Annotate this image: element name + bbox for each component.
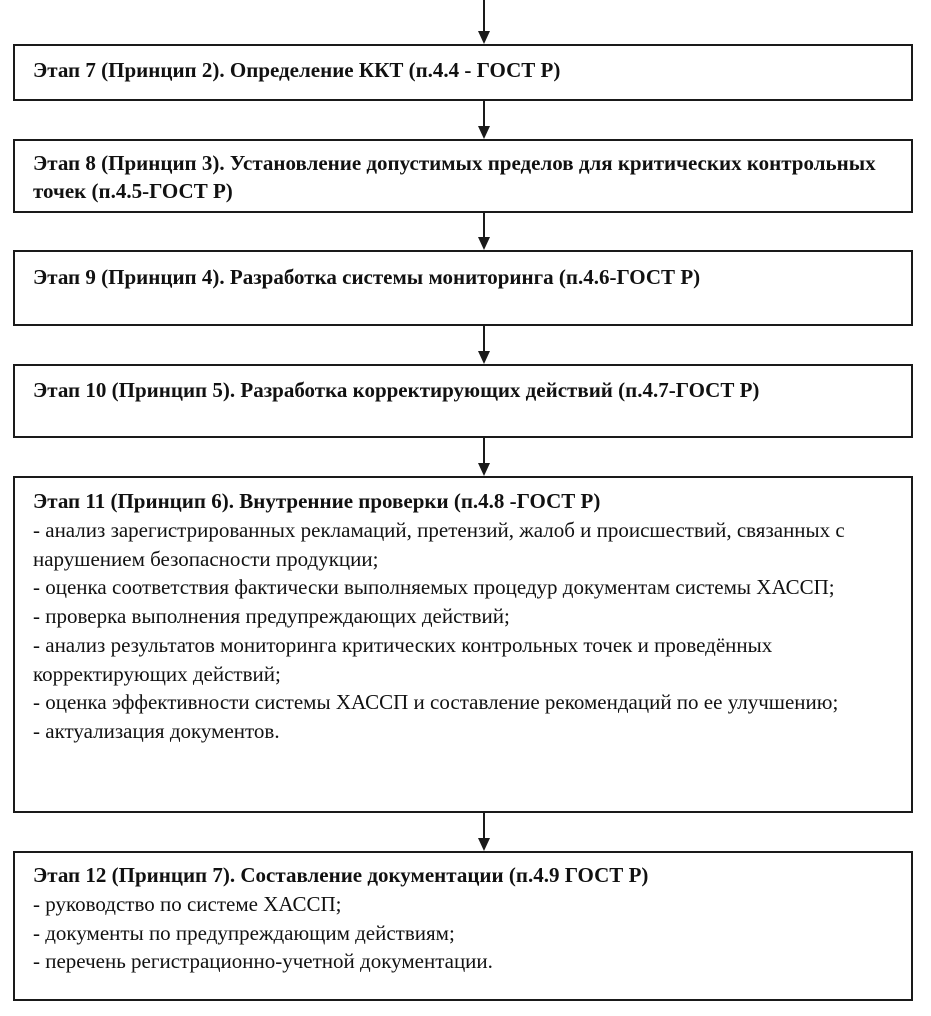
step-8-box — [13, 139, 913, 213]
step-9-title: Этап 9 (Принцип 4). Разработка системы мониторинга (п.4.6-ГОСТ Р) — [33, 265, 701, 289]
step-11-title: Этап 11 (Принцип 6). Внутренние проверки (п.4.8 -ГОСТ Р) — [33, 489, 601, 513]
arrow-step-11-to-12 — [474, 813, 494, 851]
step-11-item: - анализ результатов мониторинга критических контрольных точек и проведённых корректирующих действий; — [33, 632, 773, 686]
step-9-box — [13, 250, 913, 326]
arrow-into-step-7 — [474, 0, 494, 44]
step-12-item: - перечень регистрационно-учетной документации. — [33, 949, 493, 974]
arrow-step-9-to-10 — [474, 326, 494, 364]
arrow-step-8-to-9 — [474, 213, 494, 250]
step-11-item: - оценка соответствия фактически выполняемых процедур документам системы ХАССП; — [33, 575, 835, 600]
step-11-box — [13, 476, 913, 813]
step-11-item: - анализ зарегистрированных рекламаций, претензий, жалоб и происшествий, связанных с нарушением безопасности продукции; — [33, 518, 845, 571]
step-11-list — [33, 516, 897, 746]
step-12-item: - документы по предупреждающим действиям; — [33, 920, 455, 945]
step-12-list — [33, 890, 897, 976]
step-11-item: - актуализация документов. — [33, 718, 280, 743]
step-8-title: Этап 8 (Принцип 3). Установление допустимых пределов для критических контрольных точек (п.4.5-ГОСТ Р) — [33, 151, 876, 203]
step-7-title: Этап 7 (Принцип 2). Определение ККТ (п.4.4 - ГОСТ Р) — [33, 58, 561, 82]
step-10-title: Этап 10 (Принцип 5). Разработка корректирующих действий (п.4.7-ГОСТ Р) — [33, 378, 760, 402]
arrow-step-7-to-8 — [474, 101, 494, 139]
step-12-box — [13, 851, 913, 1001]
step-11-item: - проверка выполнения предупреждающих действий; — [33, 604, 510, 629]
arrow-step-10-to-11 — [474, 438, 494, 476]
step-10-box — [13, 364, 913, 438]
step-11-item: - оценка эффективности системы ХАССП и составление рекомендаций по ее улучшению; — [33, 690, 839, 715]
step-12-title: Этап 12 (Принцип 7). Составление документации (п.4.9 ГОСТ Р) — [33, 863, 649, 887]
step-12-item: - руководство по системе ХАССП; — [33, 892, 342, 916]
step-7-box — [13, 44, 913, 101]
